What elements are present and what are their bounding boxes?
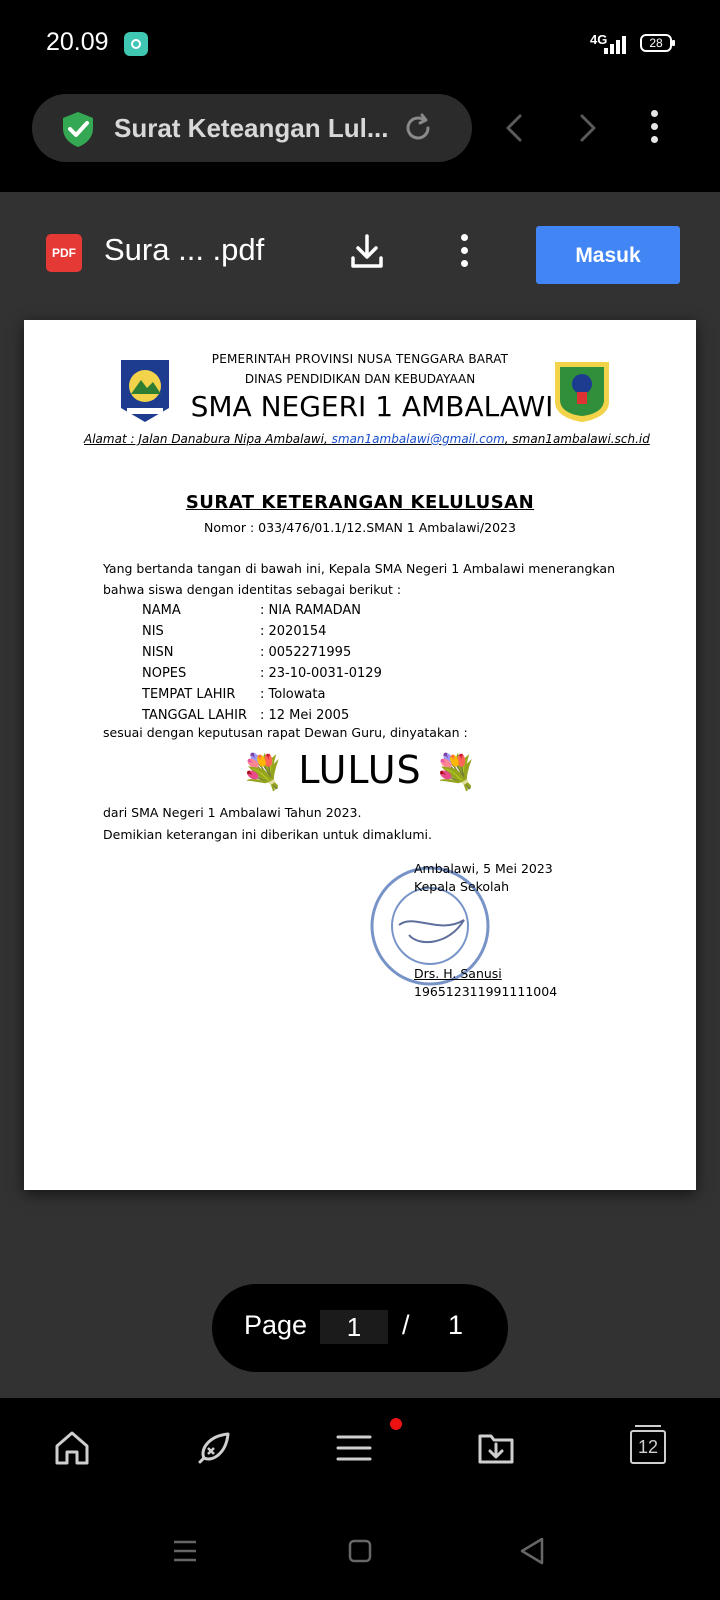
regency-logo-icon	[551, 358, 613, 424]
page-label: Page	[244, 1310, 308, 1340]
home-nav-icon[interactable]	[348, 1538, 372, 1564]
student-fields	[142, 600, 382, 726]
page-title: Surat Keteangan Lul...	[114, 113, 389, 143]
battery-icon: 28	[640, 34, 672, 52]
login-button[interactable]: Masuk	[536, 226, 680, 284]
signer-nip: 196512311991111004	[414, 984, 558, 999]
bouquet-icon: 💐	[434, 752, 479, 793]
signal-icon	[604, 34, 626, 54]
back-nav-icon[interactable]	[518, 1536, 546, 1566]
status-time: 20.09	[46, 28, 109, 56]
intro-paragraph: Yang bertanda tangan di bawah ini, Kepala SMA Negeri 1 Ambalawi menerangkan bahwa siswa dengan identitas sebagai berikut :	[103, 561, 616, 597]
reload-icon[interactable]	[402, 112, 434, 144]
network-type: 4G	[590, 32, 608, 47]
address-bar[interactable]	[32, 94, 472, 162]
page-number-input[interactable]: 1	[320, 1310, 388, 1344]
address-email-link[interactable]: sman1ambalawi@gmail.com	[331, 432, 505, 446]
forward-icon[interactable]	[568, 110, 604, 146]
pdf-filename: Sura ... .pdf	[104, 232, 265, 267]
pdf-more-icon[interactable]	[458, 234, 470, 270]
field-row: NISN : 0052271995	[142, 645, 352, 660]
pdf-file-icon: PDF	[46, 234, 82, 272]
result-lulus	[24, 748, 696, 793]
pdf-viewer	[0, 192, 720, 1398]
field-row: NOPES : 23-10-0031-0129	[142, 666, 382, 681]
download-icon[interactable]	[349, 232, 385, 270]
downloads-folder-icon[interactable]	[476, 1428, 516, 1468]
home-icon[interactable]	[52, 1428, 92, 1468]
field-row: NAMA : NIA RAMADAN	[142, 603, 362, 618]
system-navigation-bar	[0, 1500, 720, 1600]
address-line: Alamat : Jalan Danabura Nipa Ambalawi, sman1ambalawi@gmail.com, sman1ambalawi.sch.id	[84, 432, 650, 446]
pdf-page	[24, 320, 696, 1190]
decision-line: sesuai dengan keputusan rapat Dewan Guru, dinyatakan :	[103, 725, 468, 740]
tabs-count-button[interactable]: 12	[630, 1430, 666, 1464]
field-row: NIS : 2020154	[142, 624, 327, 639]
page-total: 1	[448, 1310, 464, 1340]
bouquet-icon: 💐	[241, 752, 286, 793]
browser-toolbar	[0, 88, 720, 192]
province-logo-icon	[119, 358, 171, 424]
menu-icon[interactable]	[334, 1428, 374, 1468]
field-row: TANGGAL LAHIR : 12 Mei 2005	[142, 708, 350, 723]
signer-name: Drs. H. Sanusi	[414, 966, 502, 981]
notification-dot	[390, 1418, 402, 1430]
bottom-toolbar	[0, 1398, 720, 1500]
header-line1: PEMERINTAH PROVINSI NUSA TENGGARA BARAT	[211, 352, 509, 366]
signature-block: Ambalawi, 5 Mei 2023 Kepala Sekolah	[414, 861, 553, 894]
back-icon[interactable]	[498, 110, 534, 146]
letter-title: SURAT KETERANGAN KELULUSAN	[185, 492, 535, 513]
letter-number: Nomor : 033/476/01.1/12.SMAN 1 Ambalawi/2023	[204, 520, 516, 535]
pdf-header	[0, 192, 720, 312]
app-notification-icon	[124, 32, 148, 56]
school-name: SMA NEGERI 1 AMBALAWI	[190, 390, 554, 423]
recent-apps-icon[interactable]	[172, 1538, 198, 1564]
game-rocket-icon[interactable]	[194, 1428, 234, 1468]
header-line2: DINAS PENDIDIKAN DAN KEBUDAYAAN	[244, 372, 476, 386]
result-text: LULUS	[298, 748, 422, 792]
shield-check-icon	[60, 110, 96, 148]
page-indicator	[212, 1284, 508, 1372]
closing-text: dari SMA Negeri 1 Ambalawi Tahun 2023. Demikian keterangan ini diberikan untuk dimaklumi.	[103, 805, 432, 842]
page-separator: /	[402, 1310, 410, 1340]
more-icon[interactable]	[648, 110, 660, 146]
status-bar	[0, 0, 720, 88]
field-row: TEMPAT LAHIR : Tolowata	[142, 687, 326, 702]
